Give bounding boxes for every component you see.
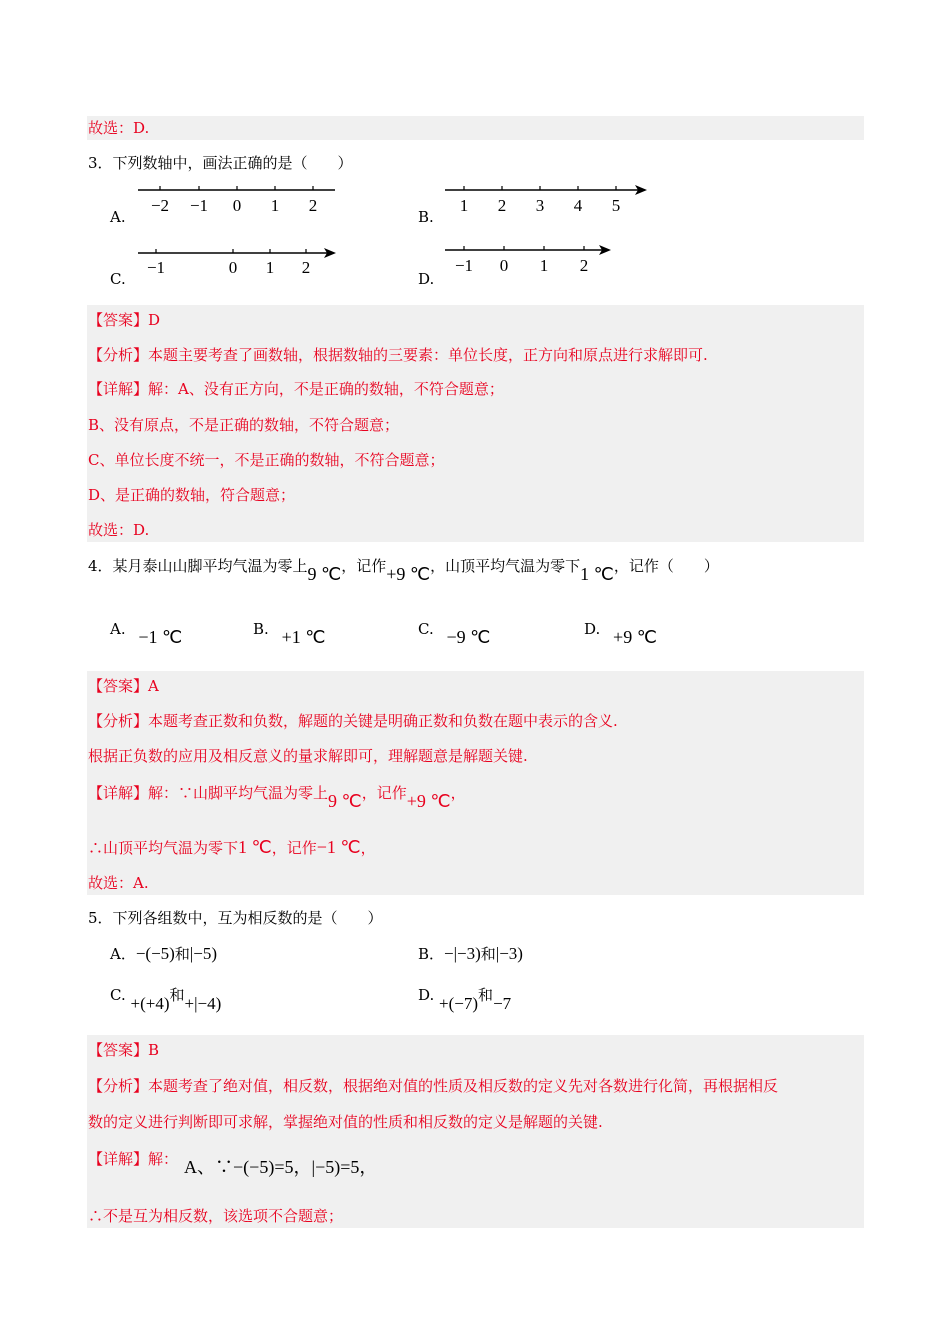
q3-option-c-numberline [138, 244, 343, 284]
detail-text: 解：∵山脚平均气温为零上 [148, 784, 329, 802]
prev-answer-box [87, 116, 864, 140]
q4-option-a[interactable] [110, 618, 183, 647]
q3-answer [88, 310, 160, 330]
q5-option-c[interactable] [110, 984, 222, 1013]
option-expr: +(−7) [439, 994, 479, 1013]
tick-label: 1 [459, 196, 469, 215]
detail-text: ， [360, 839, 376, 857]
option-label: A． [110, 945, 136, 963]
option-expr: −(−5) [135, 944, 175, 963]
analysis-text: 本题考查了绝对值，相反数，根据绝对值的性质及相反数的定义先对各数进行化简，再根据相反 [148, 1077, 779, 1095]
stem-text: 4．某月泰山山脚平均气温为零上 [88, 557, 308, 575]
tick-label: −1 [189, 196, 209, 215]
detail-math: +9 ℃ [406, 791, 451, 811]
option-joiner: 和 [174, 945, 190, 963]
detail-text: 解： [148, 1150, 179, 1168]
tick-label: 2 [497, 196, 507, 215]
answer-tag: 【答案】 [88, 1041, 149, 1059]
detail-text: ，记作 [271, 839, 317, 857]
detail-math: 1 ℃ [238, 837, 272, 857]
answer-value: A [148, 677, 159, 695]
q5-detail-line-1 [88, 1148, 378, 1177]
option-value: +9 ℃ [613, 627, 657, 647]
answer-value: D [148, 311, 161, 329]
option-joiner: 和 [478, 986, 494, 1004]
q4-detail-line-1 [88, 782, 466, 811]
q5-option-a[interactable] [110, 943, 217, 964]
q4-option-b[interactable] [253, 618, 326, 647]
q4-detail-line-2 [88, 837, 376, 858]
tick-label: −2 [150, 196, 170, 215]
q3-option-b-label[interactable]: B. [418, 208, 434, 226]
detail-text: ∴山顶平均气温为零下 [88, 839, 239, 857]
q4-option-c[interactable] [418, 618, 491, 647]
q4-conclusion: 故选：A. [88, 874, 149, 892]
prev-conclusion: 故选：D. [88, 119, 150, 137]
q4-answer [88, 676, 159, 696]
q5-analysis-line-1 [88, 1076, 778, 1096]
analysis-tag: 【分析】 [88, 346, 149, 364]
q4-stem [88, 555, 719, 584]
stem-math: +9 ℃ [386, 564, 431, 584]
q3-stem: 3．下列数轴中，画法正确的是（ ） [88, 154, 353, 172]
analysis-tag: 【分析】 [88, 1077, 149, 1095]
tick-label: 0 [232, 196, 242, 215]
stem-text: ，记作 [341, 557, 387, 575]
analysis-text: 本题主要考查了画数轴，根据数轴的三要素：单位长度，正方向和原点进行求解即可. [148, 346, 708, 364]
option-joiner: 和 [169, 986, 185, 1004]
q5-answer [88, 1040, 159, 1060]
detail-text: ，记作 [361, 784, 407, 802]
option-label: D. [584, 620, 601, 638]
q3-option-a-numberline [138, 178, 338, 218]
option-label: A. [110, 620, 126, 638]
q3-conclusion: 故选：D. [88, 521, 150, 539]
q3-detail-line-4: D、是正确的数轴，符合题意； [88, 486, 296, 504]
q4-analysis-line-1 [88, 711, 618, 731]
option-label: D. [418, 986, 435, 1004]
option-expr: −|−3) [444, 944, 481, 963]
detail-tag: 【详解】 [88, 784, 149, 802]
detail-math: A、∵−(−5)=5，|−5)=5， [184, 1157, 378, 1177]
option-expr: +(+4) [130, 994, 170, 1013]
tick-label: 2 [301, 258, 311, 277]
tick-label: 0 [499, 256, 509, 275]
option-value: +1 ℃ [281, 627, 326, 647]
tick-label: 1 [265, 258, 275, 277]
stem-math: 1 ℃ [580, 564, 614, 584]
analysis-text: 本题考查正数和负数，解题的关键是明确正数和负数在题中表示的含义. [148, 712, 618, 730]
tick-label: 5 [611, 196, 621, 215]
q3-detail-line-1 [88, 379, 504, 399]
option-label: B． [418, 945, 445, 963]
q5-stem: 5．下列各组数中，互为相反数的是（ ） [88, 909, 383, 927]
tick-label: 1 [539, 256, 549, 275]
q3-option-b-numberline [445, 178, 655, 218]
option-expr: +|−4) [184, 994, 222, 1013]
answer-tag: 【答案】 [88, 311, 149, 329]
detail-tag: 【详解】 [88, 380, 149, 398]
option-label: C. [110, 986, 126, 1004]
option-expr: −7 [493, 994, 512, 1013]
option-joiner: 和 [480, 945, 496, 963]
q5-option-b[interactable] [418, 943, 523, 964]
tick-label: 3 [535, 196, 545, 215]
detail-tag: 【详解】 [88, 1150, 149, 1168]
q3-option-d-label[interactable]: D. [418, 270, 435, 288]
stem-text: ，记作（ ） [613, 557, 719, 575]
stem-text: ，山顶平均气温为零下 [430, 557, 581, 575]
q3-option-c-label[interactable]: C. [110, 270, 126, 288]
tick-label: 1 [270, 196, 280, 215]
option-expr: |−3) [495, 944, 523, 963]
detail-math: −1 ℃ [316, 837, 361, 857]
option-label: B. [253, 620, 269, 638]
q5-analysis-line-2: 数的定义进行判断即可求解，掌握绝对值的性质和相反数的定义是解题的关键. [88, 1113, 603, 1131]
tick-label: −1 [146, 258, 166, 277]
tick-label: 2 [308, 196, 318, 215]
q3-analysis [88, 345, 708, 365]
answer-value: B [148, 1041, 160, 1059]
stem-math: 9 ℃ [307, 564, 342, 584]
tick-label: 4 [573, 196, 583, 215]
q4-option-d[interactable] [584, 618, 657, 647]
q3-option-a-label[interactable]: A. [110, 208, 126, 226]
answer-tag: 【答案】 [88, 677, 149, 695]
q3-detail-line-3: C、单位长度不统一，不是正确的数轴，不符合题意； [88, 451, 445, 469]
option-value: −1 ℃ [138, 627, 183, 647]
option-expr: |−5) [189, 944, 218, 963]
tick-label: 0 [228, 258, 238, 277]
analysis-tag: 【分析】 [88, 712, 149, 730]
tick-label: 2 [579, 256, 589, 275]
detail-text: ， [450, 784, 466, 802]
q5-detail-line-2: ∴不是互为相反数，该选项不合题意； [88, 1207, 344, 1225]
q5-option-d[interactable] [418, 984, 512, 1013]
q3-option-d-numberline [445, 244, 620, 284]
q4-analysis-line-2: 根据正负数的应用及相反意义的量求解即可，理解题意是解题关键. [88, 747, 528, 765]
tick-label: −1 [454, 256, 474, 275]
detail-text: 解：A、没有正方向，不是正确的数轴，不符合题意； [148, 380, 504, 398]
detail-math: 9 ℃ [328, 791, 362, 811]
option-label: C. [418, 620, 434, 638]
option-value: −9 ℃ [446, 627, 491, 647]
q3-detail-line-2: B、没有原点，不是正确的数轴，不符合题意； [88, 416, 400, 434]
